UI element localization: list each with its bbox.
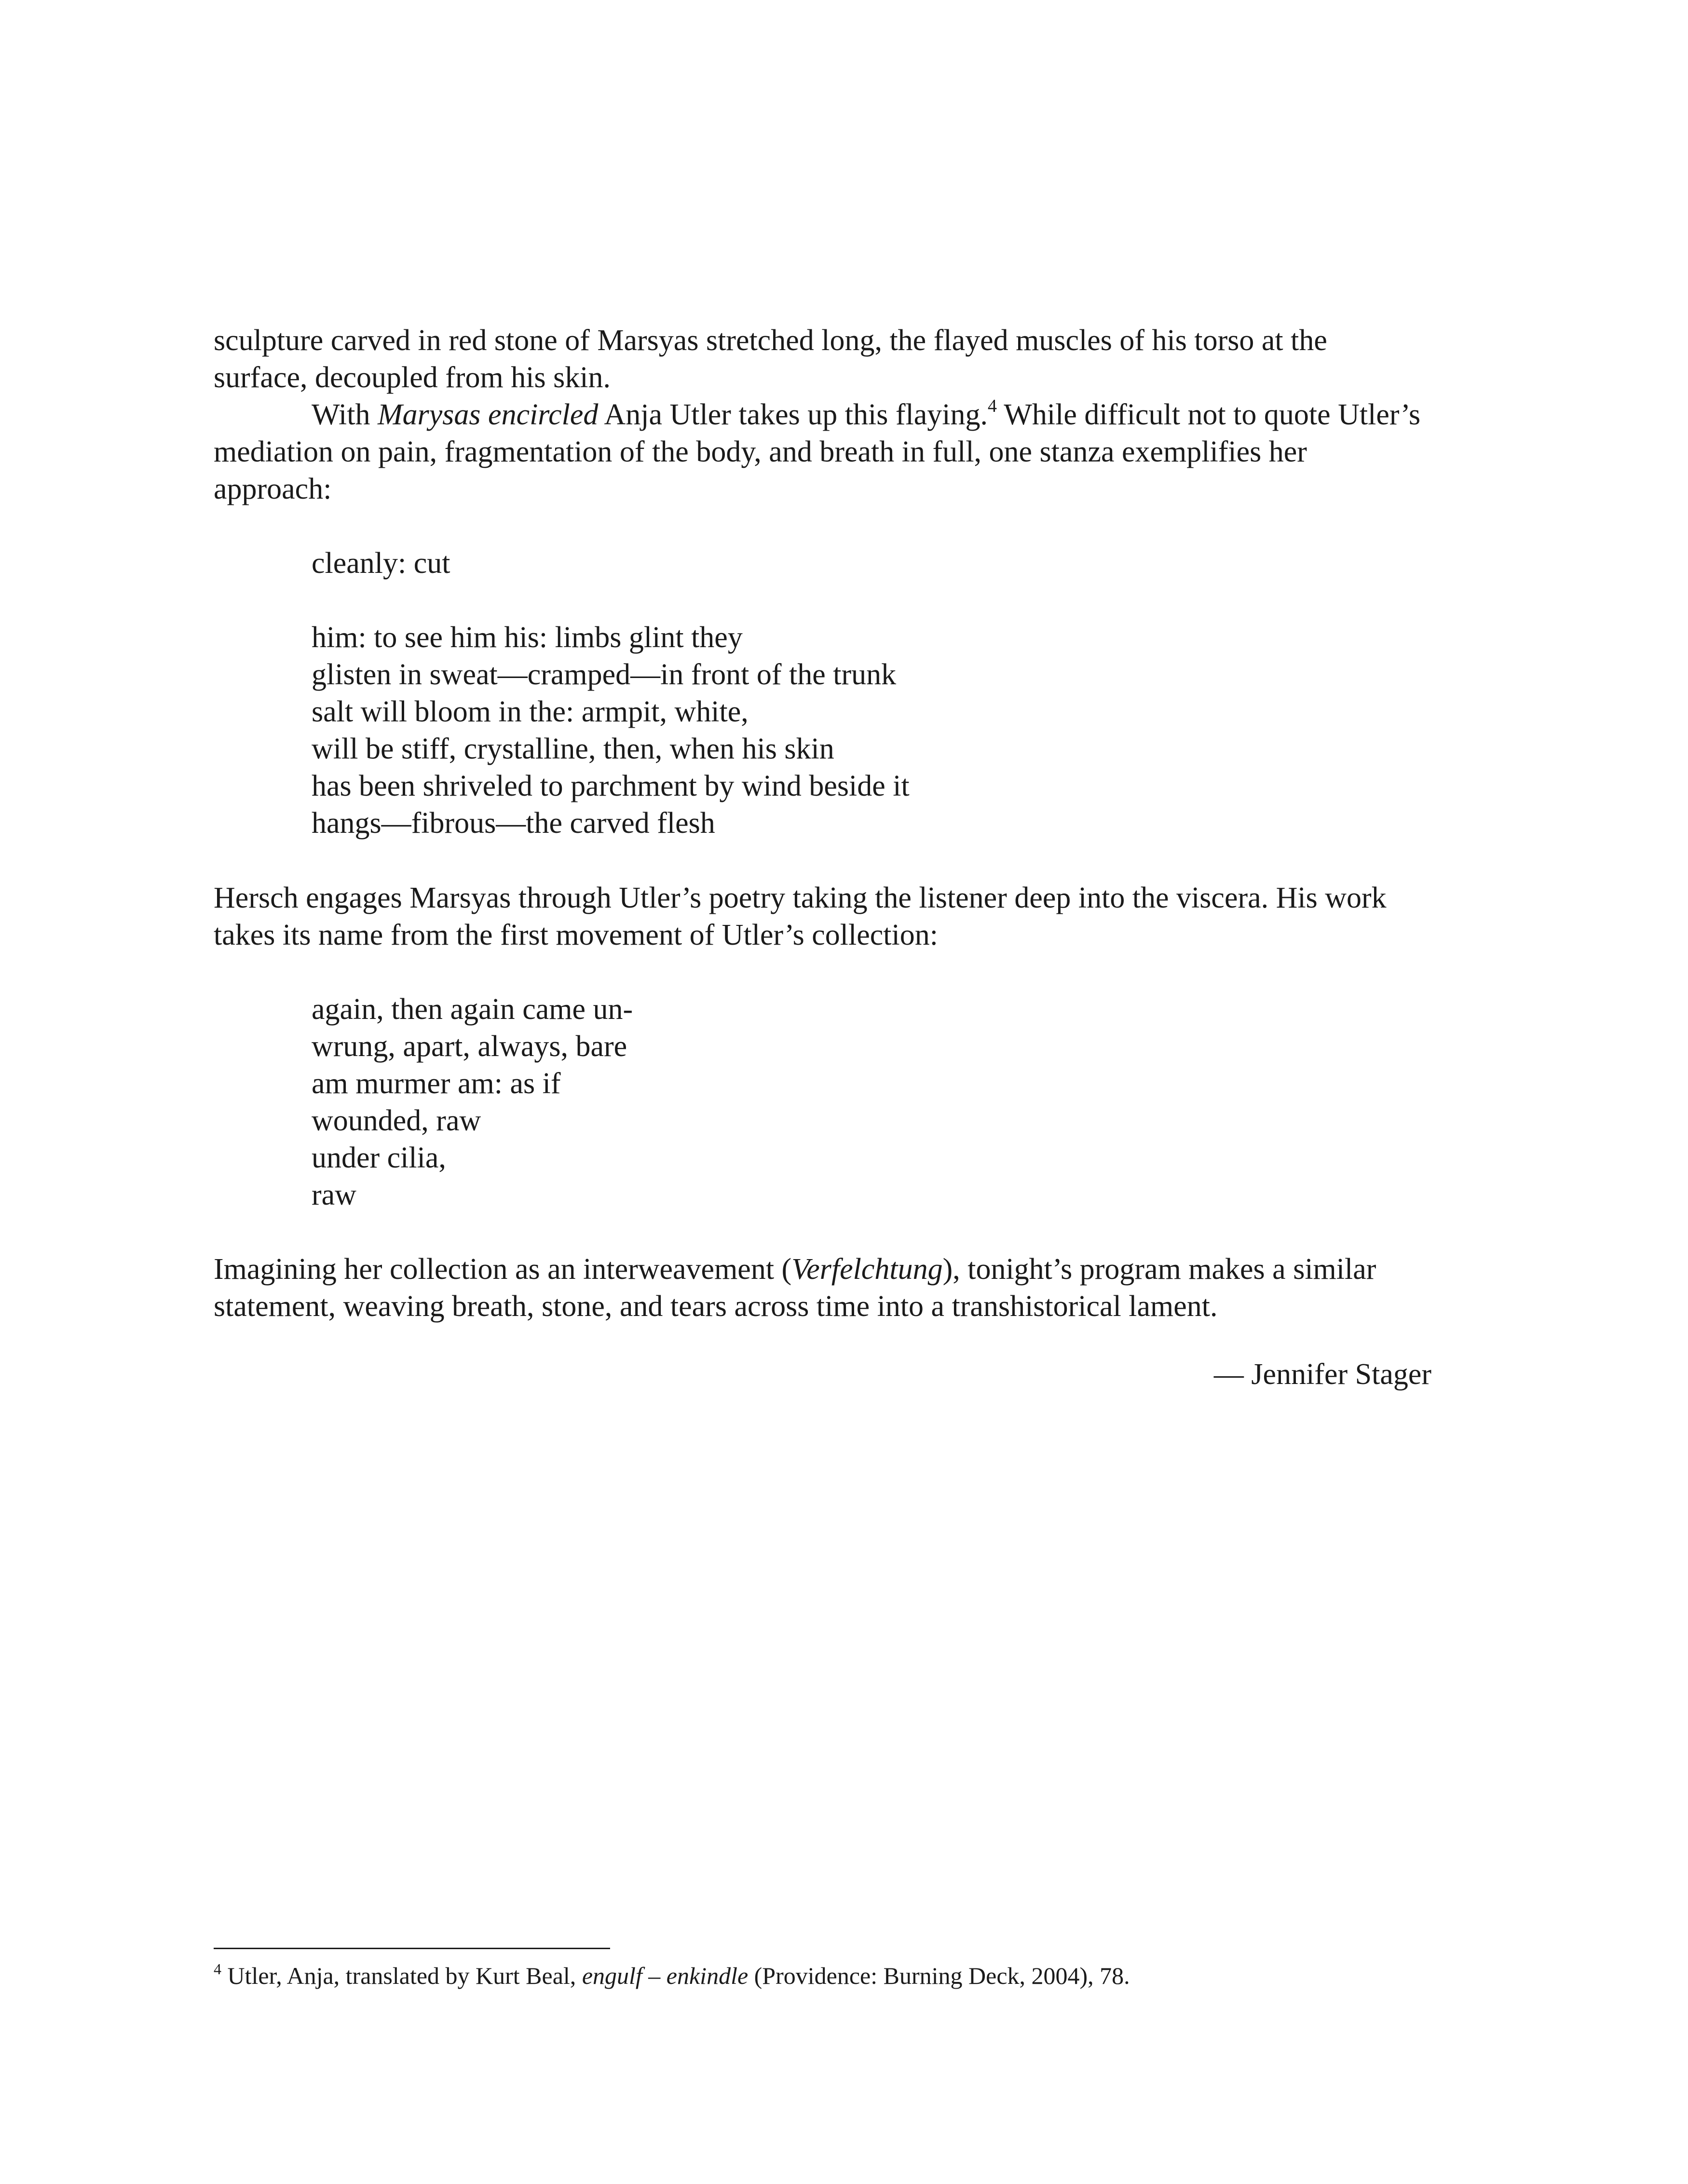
- stanza-1-line: glisten in sweat—cramped—in front of the trunk: [312, 658, 897, 691]
- stanza-2-line: again, then again came un-: [312, 993, 633, 1026]
- poem-stanza-2: [312, 991, 633, 1214]
- stanza-2-line: wrung, apart, always, bare: [312, 1030, 627, 1063]
- footnote: [214, 1961, 1130, 1991]
- title-marysas-encircled: Marysas encircled: [378, 398, 599, 431]
- stanza-1-blank-line: [312, 582, 910, 619]
- stanza-1-line: has been shriveled to parchment by wind beside it: [312, 770, 910, 802]
- intro-paragraph: [214, 322, 1477, 508]
- poem-stanza-1: [312, 545, 910, 842]
- stanza-1-line: hangs—fibrous—the carved flesh: [312, 807, 715, 840]
- intro-line-2: surface, decoupled from his skin.: [214, 361, 611, 394]
- intro-line-4: mediation on pain, fragmentation of the body, and breath in full, one stanza exemplifies her: [214, 435, 1307, 468]
- closing-line-1-suffix: ), tonight’s program makes a similar: [942, 1253, 1376, 1286]
- footnote-title: engulf – enkindle: [582, 1962, 749, 1989]
- middle-line-1: Hersch engages Marsyas through Utler’s poetry taking the listener deep into the viscera. His work: [214, 882, 1387, 914]
- intro-line-3-suffix: While difficult not to quote Utler’s: [996, 398, 1421, 431]
- middle-paragraph: [214, 880, 1477, 954]
- closing-paragraph: [214, 1251, 1477, 1325]
- stanza-2-line: am murmer am: as if: [312, 1067, 561, 1100]
- footnote-reference[interactable]: 4: [987, 396, 997, 417]
- stanza-1-line: will be stiff, crystalline, then, when his skin: [312, 733, 834, 765]
- intro-line-3: [214, 396, 1477, 434]
- stanza-1-line: cleanly: cut: [312, 547, 450, 580]
- closing-line-2: statement, weaving breath, stone, and tears across time into a transhistorical lament.: [214, 1290, 1218, 1323]
- stanza-2-line: raw: [312, 1179, 356, 1211]
- closing-line-1: [214, 1251, 1477, 1288]
- author-signature: — Jennifer Stager: [1213, 1358, 1431, 1391]
- stanza-2-line: wounded, raw: [312, 1104, 481, 1137]
- closing-line-1-prefix: Imagining her collection as an interweavement (: [214, 1253, 792, 1286]
- footnote-prefix: Utler, Anja, translated by Kurt Beal,: [221, 1962, 582, 1989]
- intro-line-3-prefix: With: [312, 398, 378, 431]
- term-verfelchtung: Verfelchtung: [791, 1253, 943, 1286]
- intro-line-1: sculpture carved in red stone of Marsyas stretched long, the flayed muscles of his torso at the: [214, 324, 1327, 357]
- footnote-suffix: (Providence: Burning Deck, 2004), 78.: [748, 1962, 1130, 1989]
- intro-line-5: approach:: [214, 473, 332, 505]
- stanza-1-line: him: to see him his: limbs glint they: [312, 621, 743, 654]
- stanza-1-line: salt will bloom in the: armpit, white,: [312, 695, 749, 728]
- stanza-2-line: under cilia,: [312, 1141, 446, 1174]
- middle-line-2: takes its name from the first movement of Utler’s collection:: [214, 919, 938, 951]
- intro-line-3-mid: Anja Utler takes up this flaying.: [598, 398, 988, 431]
- footnote-divider: [214, 1948, 610, 1949]
- footnote-number: 4: [214, 1960, 221, 1978]
